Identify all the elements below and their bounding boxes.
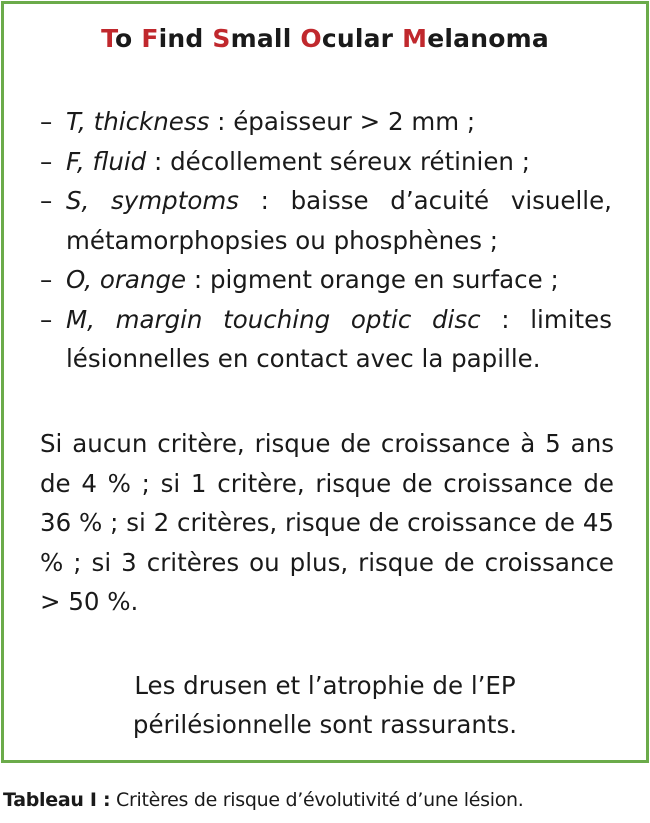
title-word-small: Small — [212, 24, 292, 53]
title-word-find: Find — [141, 24, 204, 53]
criterion-thickness — [40, 102, 612, 142]
list-dash: – — [40, 186, 53, 215]
criterion-separator: : — [480, 304, 531, 334]
table-caption — [3, 789, 524, 811]
criterion-separator: : — [146, 146, 171, 176]
title-word-melanoma: Melanoma — [402, 24, 549, 53]
caption-label: Tableau I : — [3, 789, 111, 811]
criteria-table-box — [1, 1, 649, 763]
list-dash: – — [40, 304, 53, 334]
criterion-text: décollement séreux rétinien ; — [170, 146, 530, 176]
risk-paragraph: Si aucun critère, risque de croissance à 5 ans de 4 % ; si 1 critère, risque de croissance de 36 % ; si 2 critères, risque de croissance de 45 % ; si 3 critères ou plus, risque de croissance > 50 %. — [40, 429, 614, 616]
list-dash: – — [40, 146, 53, 176]
criterion-key: F, fluid — [66, 146, 147, 176]
criterion-margin — [40, 300, 612, 379]
criterion-key: M, margin touching optic disc — [66, 304, 481, 334]
list-dash: – — [40, 107, 53, 136]
criterion-symptoms — [40, 181, 612, 260]
caption-text: Critères de risque d’évolutivité d’une lésion. — [110, 789, 524, 811]
criterion-fluid — [40, 142, 612, 182]
criterion-text: pigment orange en surface ; — [209, 265, 559, 294]
title-word-ocular: Ocular — [300, 24, 394, 53]
criterion-separator: : — [238, 186, 291, 215]
criterion-key: O, orange — [66, 265, 187, 294]
criterion-text: épaisseur > 2 mm ; — [233, 107, 476, 136]
criteria-list — [40, 102, 612, 379]
criterion-key: T, thickness — [66, 107, 210, 136]
closing-line-2: périlésionnelle sont rassurants. — [132, 710, 518, 739]
title-word-to: To — [101, 24, 133, 53]
closing-note — [24, 666, 626, 744]
criterion-orange — [40, 260, 612, 300]
criterion-text: baisse d’acuité visuelle, métamorphopsies ou phosphènes ; — [66, 186, 612, 255]
criterion-separator: : — [186, 265, 210, 294]
list-dash: – — [40, 265, 53, 294]
closing-line-1: Les drusen et l’atrophie de l’EP — [134, 671, 516, 700]
criterion-key: S, symptoms — [66, 186, 239, 215]
table-title — [4, 24, 646, 53]
criterion-separator: : — [209, 107, 234, 136]
criterion-text: limites lésionnelles en contact avec la papille. — [66, 304, 612, 373]
